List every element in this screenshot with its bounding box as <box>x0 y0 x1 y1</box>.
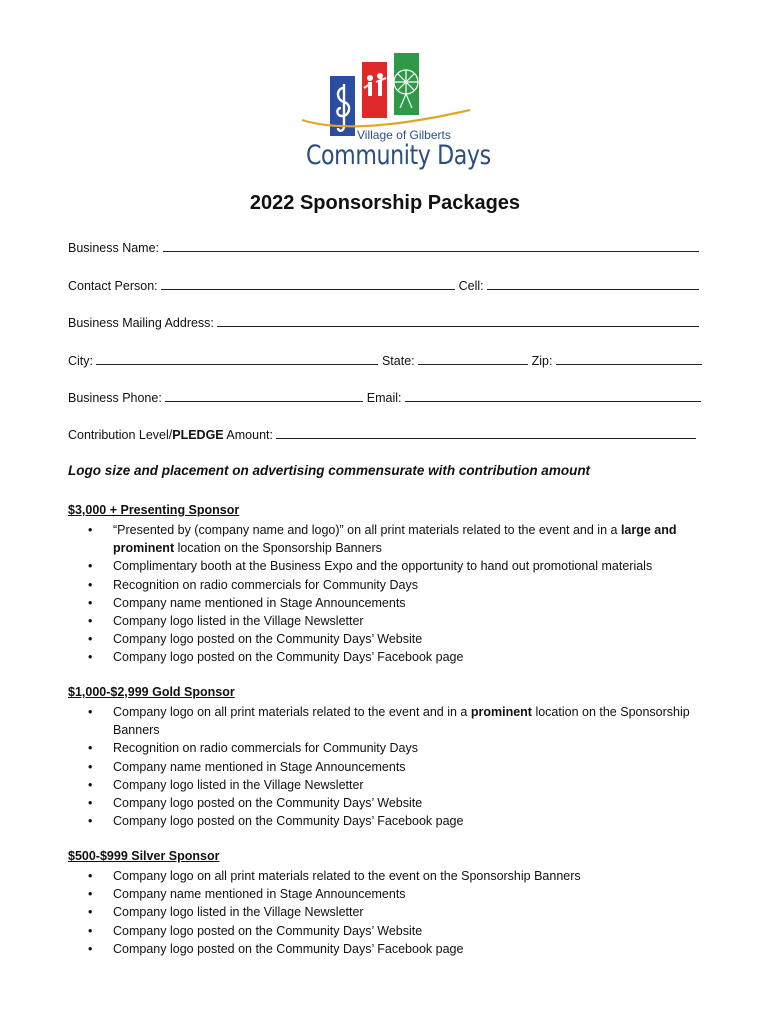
list-item: • Company logo posted on the Community Days’ Facebook page <box>68 812 708 830</box>
list-item: • Company logo posted on the Community Days’ Facebook page <box>68 940 708 958</box>
logo-red-panel <box>362 62 387 118</box>
list-item: • Recognition on radio commercials for Community Days <box>68 739 708 757</box>
logo-caption: Village of Gilberts <box>357 128 451 142</box>
list-item: • Company name mentioned in Stage Announcements <box>68 758 708 776</box>
contact-row <box>68 277 699 293</box>
list-item: • Company logo on all print materials related to the event and in a prominent location on the Sponsorship Banners <box>68 703 708 739</box>
cell-field[interactable] <box>487 277 699 290</box>
list-item: • Company logo posted on the Community Days’ Website <box>68 794 708 812</box>
contact-person-label: Contact Person: <box>68 279 158 293</box>
list-item: • Company name mentioned in Stage Announcements <box>68 594 708 612</box>
list-item: • Company logo posted on the Community Days’ Facebook page <box>68 648 708 666</box>
mailing-address-row <box>68 314 699 330</box>
business-phone-label: Business Phone: <box>68 391 162 405</box>
gold-sponsor-list <box>68 703 708 830</box>
presenting-sponsor-list <box>68 521 708 667</box>
list-item: • Complimentary booth at the Business Expo and the opportunity to hand out promotional materials <box>68 557 708 575</box>
business-name-field[interactable] <box>163 239 699 252</box>
mailing-address-field[interactable] <box>217 314 699 327</box>
contribution-label: Contribution Level/PLEDGE Amount: <box>68 428 273 442</box>
list-item: • Company logo listed in the Village Newsletter <box>68 612 708 630</box>
cell-label: Cell: <box>458 279 484 293</box>
list-item: • Recognition on radio commercials for Community Days <box>68 576 708 594</box>
gold-sponsor-heading: $1,000-$2,999 Gold Sponsor <box>68 685 235 699</box>
city-state-zip-row <box>68 352 702 368</box>
phone-email-row <box>68 389 701 405</box>
list-item: • Company logo posted on the Community Days’ Website <box>68 922 708 940</box>
logo-size-note: Logo size and placement on advertising commensurate with contribution amount <box>68 463 591 478</box>
city-label: City: <box>68 354 93 368</box>
city-field[interactable] <box>96 352 378 365</box>
list-item: • Company logo on all print materials related to the event on the Sponsorship Banners <box>68 867 708 885</box>
business-phone-field[interactable] <box>165 389 363 402</box>
mailing-address-label: Business Mailing Address: <box>68 316 214 330</box>
state-label: State: <box>381 354 415 368</box>
list-item: • Company name mentioned in Stage Announcements <box>68 885 708 903</box>
logo-wordmark: Community Days <box>306 140 491 171</box>
list-item: • “Presented by (company name and logo)” on all print materials related to the event and in a large and prominent location on the Sponsorship Banners <box>68 521 708 557</box>
zip-field[interactable] <box>556 352 702 365</box>
page-title: 2022 Sponsorship Packages <box>249 192 521 214</box>
list-item: • Company logo listed in the Village Newsletter <box>68 776 708 794</box>
email-label: Email: <box>366 391 402 405</box>
zip-label: Zip: <box>531 354 553 368</box>
business-name-row <box>68 239 699 255</box>
list-item: • Company logo posted on the Community Days’ Website <box>68 630 708 648</box>
list-item: • Company logo listed in the Village Newsletter <box>68 903 708 921</box>
state-field[interactable] <box>418 352 528 365</box>
contribution-field[interactable] <box>276 426 696 439</box>
business-name-label: Business Name: <box>68 241 160 255</box>
contribution-row <box>68 426 696 442</box>
contact-person-field[interactable] <box>161 277 455 290</box>
silver-sponsor-heading: $500-$999 Silver Sponsor <box>68 849 220 863</box>
email-field[interactable] <box>405 389 701 402</box>
silver-sponsor-list <box>68 867 708 958</box>
presenting-sponsor-heading: $3,000 + Presenting Sponsor <box>68 503 240 517</box>
